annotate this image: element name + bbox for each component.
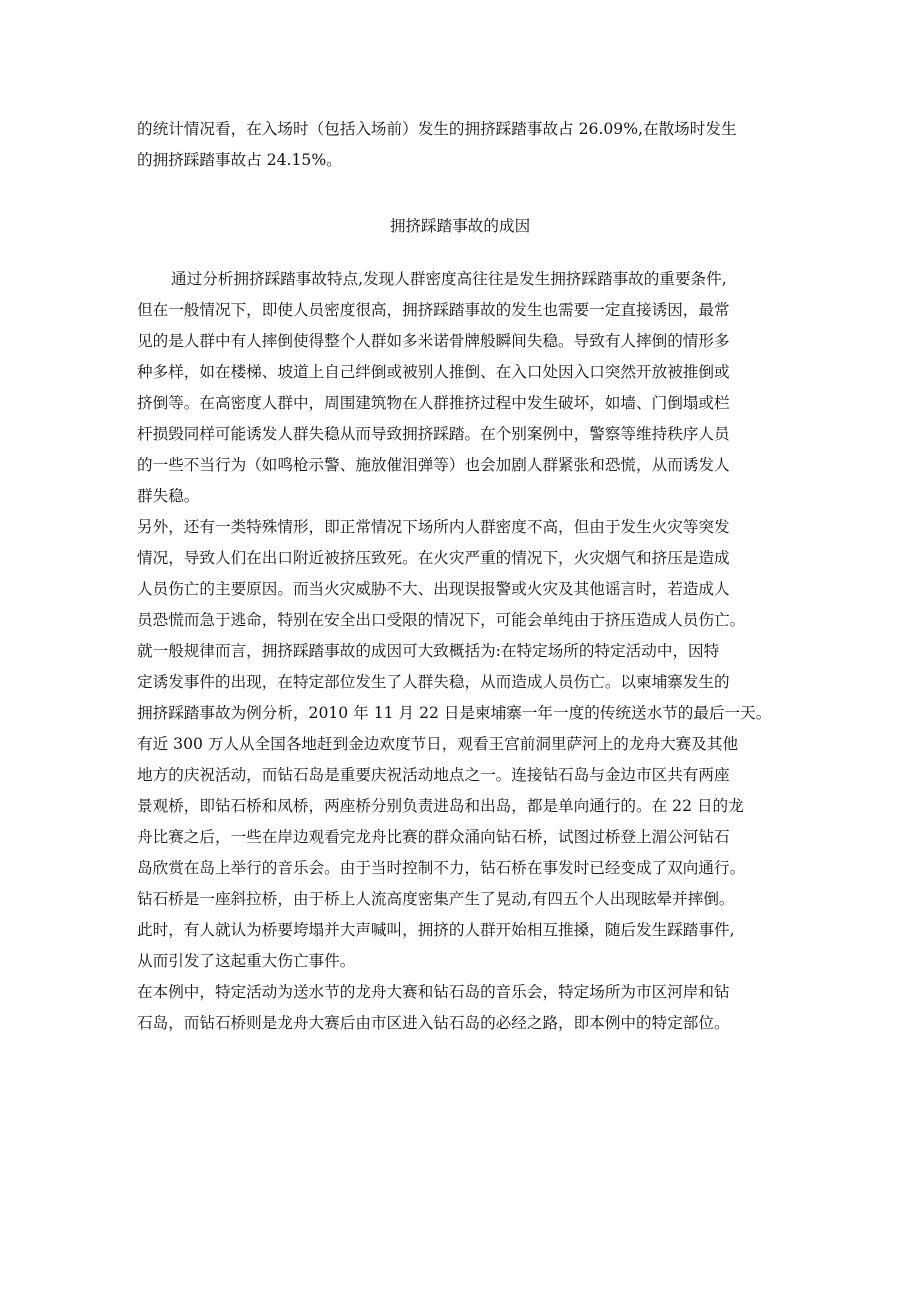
text-line: 岛欣赏在岛上举行的音乐会。由于当时控制不力，钻石桥在事发时已经变成了双向通行。	[137, 859, 746, 877]
text-line: 在本例中，特定活动为送水节的龙舟大赛和钻石岛的音乐会，特定场所为市区河岸和钻	[137, 983, 730, 1001]
text-line: 的拥挤踩踏事故占 24.15%。	[137, 151, 342, 169]
section-title: 拥挤踩踏事故的成因	[389, 217, 531, 235]
text-line: 种多样，如在楼梯、坡道上自己绊倒或被别人推倒、在入口处因入口突然开放被推倒或	[137, 363, 730, 381]
text-line: 人员伤亡的主要原因。而当火灾威胁不大、出现误报警或火灾及其他谣言时，若造成人	[137, 580, 730, 598]
text-line: 的一些不当行为（如鸣枪示警、施放催泪弹等）也会加剧人群紧张和恐慌，从而诱发人	[137, 456, 730, 474]
text-line: 通过分析拥挤踩踏事故特点,发现人群密度高往往是发生拥挤踩踏事故的重要条件,	[171, 270, 727, 288]
text-line: 舟比赛之后，一些在岸边观看完龙舟比赛的群众涌向钻石桥，试图过桥登上湄公河钻石	[137, 828, 730, 846]
text-line: 见的是人群中有人摔倒使得整个人群如多米诺骨牌般瞬间失稳。导致有人摔倒的情形多	[137, 332, 730, 350]
body-text	[137, 264, 785, 1039]
text-line: 拥挤踩踏事故为例分析，2010 年 11 月 22 日是柬埔寨一年一度的传统送水节的最后一天。	[137, 704, 772, 722]
text-line: 但在一般情况下，即使人员密度很高，拥挤踩踏事故的发生也需要一定直接诱因，最常	[137, 301, 730, 319]
text-line: 另外，还有一类特殊情形，即正常情况下场所内人群密度不高，但由于发生火灾等突发	[137, 518, 730, 536]
text-line: 的统计情况看，在入场时（包括入场前）发生的拥挤踩踏事故占 26.09%,在散场时发生	[137, 120, 737, 138]
text-line: 群失稳。	[137, 487, 200, 505]
text-line: 员恐慌而急于逃命，特别在安全出口受限的情况下，可能会单纯由于挤压造成人员伤亡。	[137, 611, 746, 629]
text-line: 地方的庆祝活动，而钻石岛是重要庆祝活动地点之一。连接钻石岛与金边市区共有两座	[137, 766, 730, 784]
text-line: 定诱发事件的出现，在特定部位发生了人群失稳，从而造成人员伤亡。以柬埔寨发生的	[137, 673, 730, 691]
text-line: 挤倒等。在高密度人群中，周围建筑物在人群推挤过程中发生破坏，如墙、门倒塌或栏	[137, 394, 730, 412]
text-line: 杆损毁同样可能诱发人群失稳从而导致拥挤踩踏。在个别案例中，警察等维持秩序人员	[137, 425, 730, 443]
text-line: 就一般规律而言，拥挤踩踏事故的成因可大致概括为:在特定场所的特定活动中，因特	[137, 642, 720, 660]
text-line: 有近 300 万人从全国各地赶到金边欢度节日，观看王宫前洞里萨河上的龙舟大赛及其他	[137, 735, 739, 753]
text-line: 从而引发了这起重大伤亡事件。	[137, 952, 356, 970]
text-line: 石岛，而钻石桥则是龙舟大赛后由市区进入钻石岛的必经之路，即本例中的特定部位。	[137, 1014, 730, 1032]
text-line: 景观桥，即钻石桥和凤桥，两座桥分别负责进岛和出岛，都是单向通行的。在 22 日的龙	[137, 797, 744, 815]
text-line: 此时，有人就认为桥要垮塌并大声喊叫，拥挤的人群开始相互推搡，随后发生踩踏事件,	[137, 921, 735, 939]
text-line: 钻石桥是一座斜拉桥，由于桥上人流高度密集产生了晃动,有四五个人出现眩晕并摔倒。	[137, 890, 735, 908]
text-line: 情况，导致人们在出口附近被挤压致死。在火灾严重的情况下，火灾烟气和挤压是造成	[137, 549, 730, 567]
opening-paragraph	[137, 114, 785, 176]
